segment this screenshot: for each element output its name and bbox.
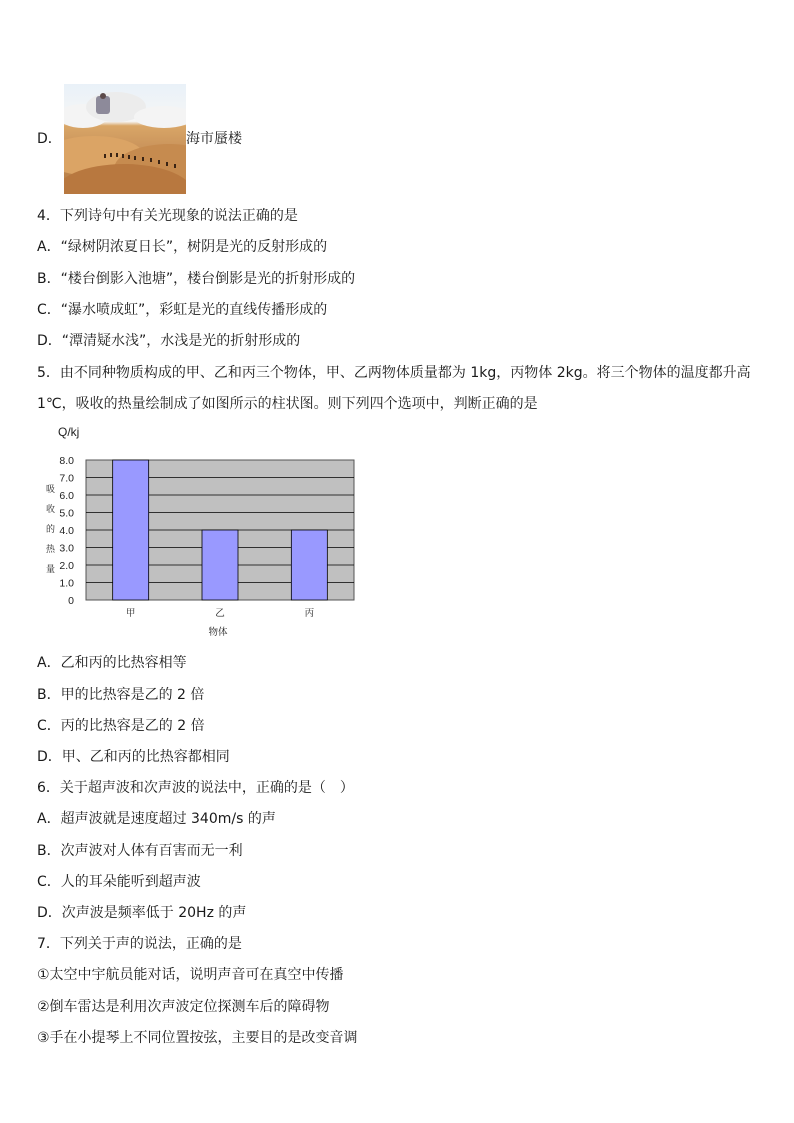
- q5-stem-line1: 5．由不同种物质构成的甲、乙和丙三个物体，甲、乙两物体质量都为 1kg，丙物体 2kg。将三个物体的温度都升高: [37, 365, 751, 381]
- q7-item-2: ②倒车雷达是利用次声波定位探测车后的障碍物: [37, 999, 330, 1015]
- y-tick-label: 7.0: [59, 472, 74, 485]
- y-axis-title: Q/kj: [58, 425, 80, 439]
- y-tick-label: 2.0: [59, 560, 74, 572]
- y-tick-label: 5.0: [59, 507, 74, 520]
- q6-option-d: D．次声波是频率低于 20Hz 的声: [37, 905, 247, 921]
- q7-item-3: ③手在小提琴上不同位置按弦，主要目的是改变音调: [37, 1030, 358, 1046]
- bar-乙: [202, 530, 238, 600]
- q4-option-c: C．“瀑水喷成虹”，彩虹是光的直线传播形成的: [37, 302, 328, 318]
- y-axis-side-label: 吸: [46, 485, 56, 495]
- q7-item-1: ①太空中宇航员能对话，说明声音可在真空中传播: [37, 967, 344, 983]
- bar-丙: [291, 530, 327, 600]
- option-d-label: D．: [37, 131, 62, 147]
- y-axis-side-label: 的: [46, 525, 56, 535]
- y-tick-label: 1.0: [59, 577, 74, 590]
- q6-option-a: A．超声波就是速度超过 340m/s 的声: [37, 811, 276, 827]
- q5-stem-line2: 1℃，吸收的热量绘制成了如图所示的柱状图。则下列四个选项中，判断正确的是: [37, 396, 538, 412]
- x-tick-label: 丙: [304, 608, 315, 619]
- y-axis-side-label: 收: [46, 505, 56, 515]
- y-tick-label: 6.0: [59, 490, 74, 502]
- y-tick-label: 0: [68, 595, 74, 607]
- q5-option-a: A．乙和丙的比热容相等: [37, 655, 187, 671]
- q6-option-c: C．人的耳朵能听到超声波: [37, 874, 201, 890]
- q6-option-b: B．次声波对人体有百害而无一利: [37, 843, 243, 859]
- x-tick-label: 甲: [125, 608, 136, 619]
- q4-option-d: D．“潭清疑水浅”，水浅是光的折射形成的: [37, 333, 301, 349]
- q5-option-d: D．甲、乙和丙的比热容都相同: [37, 749, 230, 765]
- q4-option-b: B．“楼台倒影入池塘”，楼台倒影是光的折射形成的: [37, 271, 356, 287]
- q7-stem: 7．下列关于声的说法，正确的是: [37, 936, 242, 952]
- y-axis-side-label: 量: [46, 565, 56, 575]
- q6-stem: 6．关于超声波和次声波的说法中，正确的是（ ）: [37, 780, 354, 796]
- x-axis-title: 物体: [208, 627, 228, 638]
- q5-option-c: C．丙的比热容是乙的 2 倍: [37, 718, 205, 734]
- mirage-image: [64, 84, 186, 194]
- y-tick-label: 4.0: [59, 525, 74, 537]
- bar-甲: [113, 460, 149, 600]
- mirage-caption: 海市蜃楼: [186, 131, 242, 147]
- y-tick-label: 3.0: [59, 542, 74, 555]
- q5-option-b: B．甲的比热容是乙的 2 倍: [37, 687, 205, 703]
- q4-stem: 4．下列诗句中有关光现象的说法正确的是: [37, 208, 298, 224]
- y-axis-side-label: 热: [46, 545, 56, 555]
- y-tick-label: 8.0: [59, 455, 74, 467]
- q4-option-a: A．“绿树阴浓夏日长”，树阴是光的反射形成的: [37, 239, 328, 255]
- x-tick-label: 乙: [215, 608, 225, 619]
- heat-bar-chart: [30, 420, 370, 650]
